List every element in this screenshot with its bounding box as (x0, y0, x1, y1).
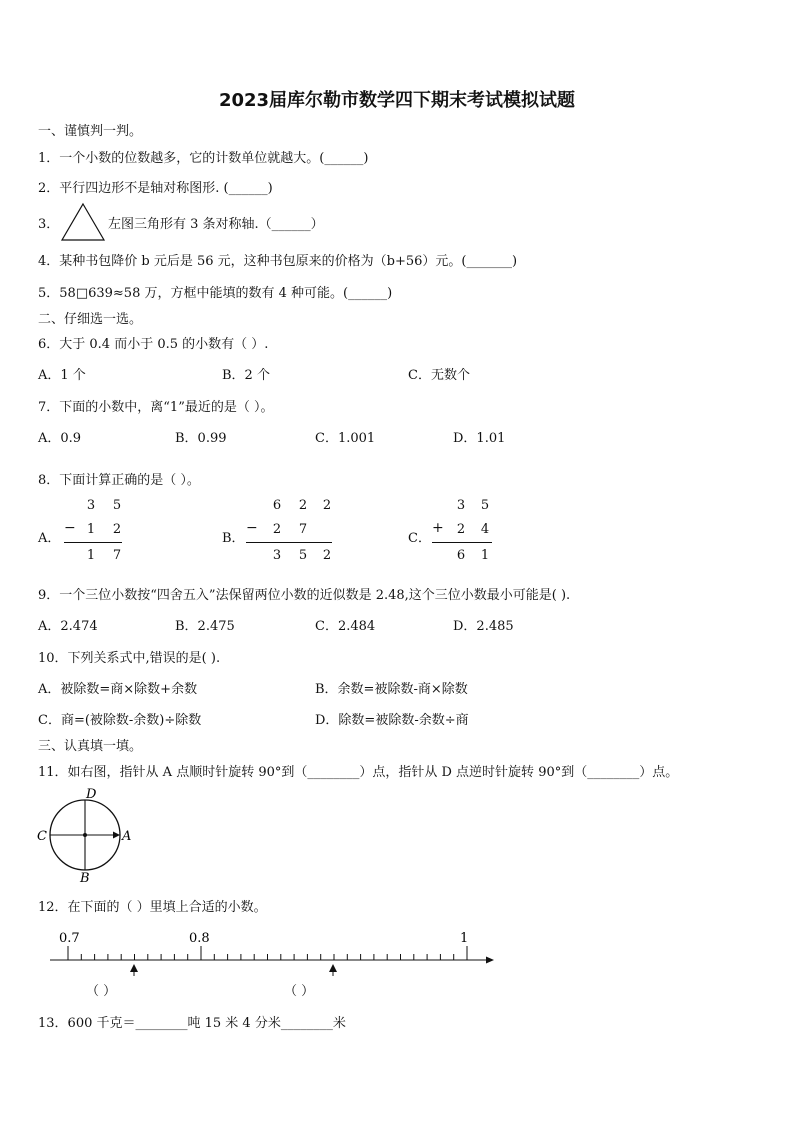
minus-sign: − (246, 520, 258, 536)
tick-label-0.7: 0.7 (59, 931, 80, 946)
q10-option-c: C．商=(被除数-余数)÷除数 (38, 713, 202, 728)
q8-option-a-vertical-sum (64, 498, 124, 570)
point-label-d: D (86, 787, 97, 802)
question-9: 9．一个三位小数按“四舍五入”法保留两位小数的近似数是 2.48,这个三位小数最小可能是( ). (38, 588, 571, 603)
q6-option-c: C．无数个 (408, 368, 470, 383)
digit: 2 (456, 522, 466, 537)
question-10: 10．下列关系式中,错误的是( ). (38, 651, 221, 666)
digit: 2 (322, 548, 332, 563)
q10-option-b: B．余数=被除数-商×除数 (315, 682, 468, 697)
q9-option-d: D．2.485 (453, 619, 514, 634)
q7-option-c: C．1.001 (315, 431, 376, 446)
question-5: 5．58□639≈58 万，方框中能填的数有 4 种可能。(______) (38, 286, 393, 301)
digit: 3 (272, 548, 282, 563)
digit: 2 (298, 498, 308, 513)
section-heading-judge: 一、谨慎判一判。 (38, 124, 143, 139)
triangle-figure (60, 202, 106, 242)
q10-option-d: D．除数=被除数-余数÷商 (315, 713, 469, 728)
q7-option-b: B．0.99 (175, 431, 227, 446)
digit: 2 (272, 522, 282, 537)
question-3: 左图三角形有 3 条对称轴.（______） (108, 217, 324, 232)
number-line-figure (44, 926, 500, 976)
digit: 3 (86, 498, 96, 513)
digit: 2 (112, 522, 122, 537)
plus-sign: + (432, 520, 444, 536)
digit: 1 (480, 548, 490, 563)
question-4: 4．某种书包降价 b 元后是 56 元，这种书包原来的价格为（b+56）元。(_______) (38, 254, 518, 269)
question-6: 6．大于 0.4 而小于 0.5 的小数有（ ）. (38, 337, 269, 352)
question-1: 1．一个小数的位数越多，它的计数单位就越大。(______) (38, 151, 369, 166)
sum-rule (64, 542, 122, 543)
digit: 4 (480, 522, 490, 537)
question-2: 2．平行四边形不是轴对称图形. (______) (38, 181, 273, 196)
q8-option-c-label: C． (408, 531, 431, 546)
q8-option-c-vertical-sum (432, 498, 496, 570)
section-heading-choose: 二、仔细选一选。 (38, 312, 143, 327)
digit: 3 (456, 498, 466, 513)
sum-rule (432, 542, 492, 543)
digit: 5 (480, 498, 490, 513)
digit: 6 (456, 548, 466, 563)
section-heading-fill: 三、认真填一填。 (38, 739, 143, 754)
digit: 5 (112, 498, 122, 513)
tick-label-0.8: 0.8 (189, 931, 210, 946)
q10-option-a: A．被除数=商×除数+余数 (38, 682, 198, 697)
digit: 6 (272, 498, 282, 513)
q7-option-a: A．0.9 (38, 431, 82, 446)
question-8: 8．下面计算正确的是（ ）。 (38, 473, 200, 488)
minus-sign: − (64, 520, 76, 536)
number-line-blank-1: （ ） (86, 984, 117, 999)
q9-option-c: C．2.484 (315, 619, 376, 634)
tick-label-1: 1 (460, 931, 469, 946)
q8-option-b-vertical-sum (246, 498, 336, 570)
digit: 1 (86, 548, 96, 563)
q6-option-b: B．2 个 (222, 368, 270, 383)
point-label-a: A (122, 829, 132, 844)
number-line-blank-2: （ ） (284, 984, 315, 999)
point-label-c: C (37, 829, 47, 844)
question-7: 7．下面的小数中，离“1”最近的是（ ）。 (38, 400, 274, 415)
question-11: 11．如右图，指针从 A 点顺时针旋转 90°到（________）点，指针从 D 点逆时针旋转 90°到（________）点。 (38, 765, 679, 780)
sum-rule (246, 542, 332, 543)
question-3-number: 3． (38, 217, 60, 232)
question-12: 12．在下面的（ ）里填上合适的小数。 (38, 900, 267, 915)
digit: 5 (298, 548, 308, 563)
digit: 7 (112, 548, 122, 563)
clock-dial-figure (34, 784, 140, 886)
question-13: 13．600 千克＝________吨 15 米 4 分米________米 (38, 1016, 346, 1031)
q9-option-b: B．2.475 (175, 619, 235, 634)
page-title: 2023届库尔勒市数学四下期末考试模拟试题 (218, 90, 576, 111)
q8-option-a-label: A． (38, 531, 61, 546)
digit: 7 (298, 522, 308, 537)
q7-option-d: D．1.01 (453, 431, 506, 446)
digit: 2 (322, 498, 332, 513)
q8-option-b-label: B． (222, 531, 245, 546)
digit: 1 (86, 522, 96, 537)
q9-option-a: A．2.474 (38, 619, 98, 634)
q6-option-a: A．1 个 (38, 368, 86, 383)
point-label-b: B (80, 871, 90, 886)
